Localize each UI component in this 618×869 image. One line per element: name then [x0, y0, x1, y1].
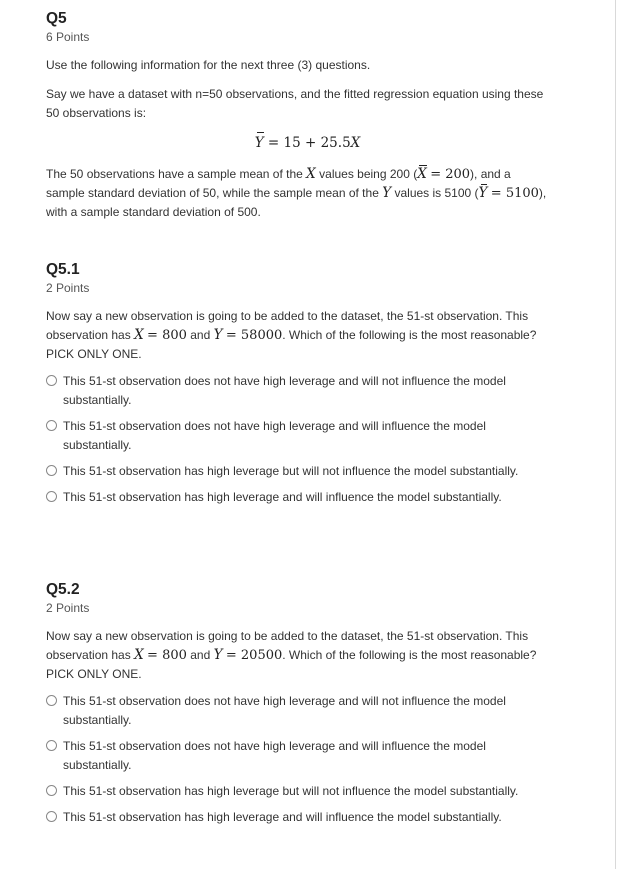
- radio-button[interactable]: [46, 420, 57, 431]
- y-bar-value: = 5100: [490, 186, 539, 201]
- radio-button[interactable]: [46, 465, 57, 476]
- q52-prompt-line2: [46, 646, 569, 665]
- radio-button[interactable]: [46, 785, 57, 796]
- stats-text: values being 200 (: [319, 167, 418, 181]
- option-label: This 51-st observation has high leverage but will not influence the model substantially.: [63, 784, 519, 798]
- q52-option-2[interactable]: [46, 737, 569, 775]
- option-label: This 51-st observation has high leverage and will influence the model substantially.: [63, 490, 502, 504]
- y-value: = 20500: [225, 648, 283, 663]
- prompt-text: . Which of the following is the most reasonable?: [282, 328, 537, 342]
- q51-option-4[interactable]: [46, 488, 569, 507]
- q51-title: Q5.1: [46, 261, 80, 278]
- x-symbol: X: [134, 327, 144, 343]
- q5-stats: [46, 165, 569, 222]
- q5-title: Q5: [46, 10, 67, 27]
- option-label: substantially.: [63, 713, 132, 727]
- q51-option-1[interactable]: [46, 372, 569, 410]
- equation-x: X: [350, 135, 361, 151]
- q51-options: [46, 372, 569, 507]
- regression-equation: [46, 132, 569, 154]
- q52-option-1[interactable]: [46, 692, 569, 730]
- prompt-text: observation has: [46, 648, 131, 662]
- q51-prompt: [46, 307, 569, 364]
- q52-options: [46, 692, 569, 827]
- q52-option-3[interactable]: [46, 782, 569, 801]
- q51-points: 2 Points: [46, 281, 90, 295]
- y-hat-symbol: Y: [255, 132, 264, 154]
- q52-option-4[interactable]: [46, 808, 569, 827]
- q5-setup-line2: 50 observations is:: [46, 106, 147, 120]
- stats-text: sample standard deviation of 50, while the sample mean of the: [46, 186, 379, 200]
- q52-points: 2 Points: [46, 601, 90, 615]
- q52-prompt-line1: Now say a new observation is going to be added to the dataset, the 51-st observation. This: [46, 629, 529, 643]
- q52-title: Q5.2: [46, 581, 80, 598]
- q5-stats-line2: [46, 184, 569, 203]
- option-label: substantially.: [63, 393, 132, 407]
- x-bar-symbol: X: [417, 166, 427, 182]
- q5-stats-line1: [46, 165, 569, 184]
- radio-button[interactable]: [46, 491, 57, 502]
- q51-prompt-line3: PICK ONLY ONE.: [46, 347, 142, 361]
- option-label: This 51-st observation has high leverage and will influence the model substantially.: [63, 810, 502, 824]
- prompt-text: and: [190, 328, 211, 342]
- radio-button[interactable]: [46, 695, 57, 706]
- y-symbol: Y: [213, 327, 223, 343]
- option-label: This 51-st observation does not have high leverage and will not influence the model: [63, 694, 506, 708]
- radio-button[interactable]: [46, 740, 57, 751]
- x-symbol: X: [134, 647, 144, 663]
- x-symbol: X: [306, 166, 316, 182]
- option-label: This 51-st observation has high leverage but will not influence the model substantially.: [63, 464, 519, 478]
- option-label: substantially.: [63, 758, 132, 772]
- y-symbol: Y: [382, 185, 392, 201]
- x-value: = 800: [147, 328, 187, 343]
- q51-option-2[interactable]: [46, 417, 569, 455]
- radio-button[interactable]: [46, 375, 57, 386]
- radio-button[interactable]: [46, 811, 57, 822]
- y-value: = 58000: [225, 328, 283, 343]
- prompt-text: . Which of the following is the most reasonable?: [282, 648, 537, 662]
- q52-prompt-line3: PICK ONLY ONE.: [46, 667, 142, 681]
- q51-prompt-line1: Now say a new observation is going to be added to the dataset, the 51-st observation. This: [46, 309, 529, 323]
- x-value: = 800: [147, 648, 187, 663]
- option-label: This 51-st observation does not have high leverage and will not influence the model: [63, 374, 506, 388]
- option-label: substantially.: [63, 438, 132, 452]
- prompt-text: and: [190, 648, 211, 662]
- q5-intro: Use the following information for the next three (3) questions.: [46, 58, 371, 72]
- x-bar-value: = 200: [430, 167, 471, 182]
- stats-text: ), and a: [470, 167, 511, 181]
- option-label: This 51-st observation does not have high leverage and will influence the model: [63, 419, 486, 433]
- q52-prompt: [46, 627, 569, 684]
- option-label: This 51-st observation does not have high leverage and will influence the model: [63, 739, 486, 753]
- equation-body: = 15 + 25.5: [267, 135, 351, 151]
- q51-prompt-line2: [46, 326, 569, 345]
- y-symbol: Y: [213, 647, 223, 663]
- q5-setup-line1: Say we have a dataset with n=50 observations, and the fitted regression equation using these: [46, 87, 544, 101]
- stats-text: The 50 observations have a sample mean of the: [46, 167, 303, 181]
- y-bar-symbol: Y: [478, 185, 488, 201]
- prompt-text: observation has: [46, 328, 131, 342]
- q51-option-3[interactable]: [46, 462, 569, 481]
- q5-points: 6 Points: [46, 30, 90, 44]
- q5-stats-line3: with a sample standard deviation of 500.: [46, 205, 261, 219]
- stats-text: values is 5100 (: [394, 186, 479, 200]
- stats-text: ),: [538, 186, 547, 200]
- q5-setup: [46, 85, 569, 123]
